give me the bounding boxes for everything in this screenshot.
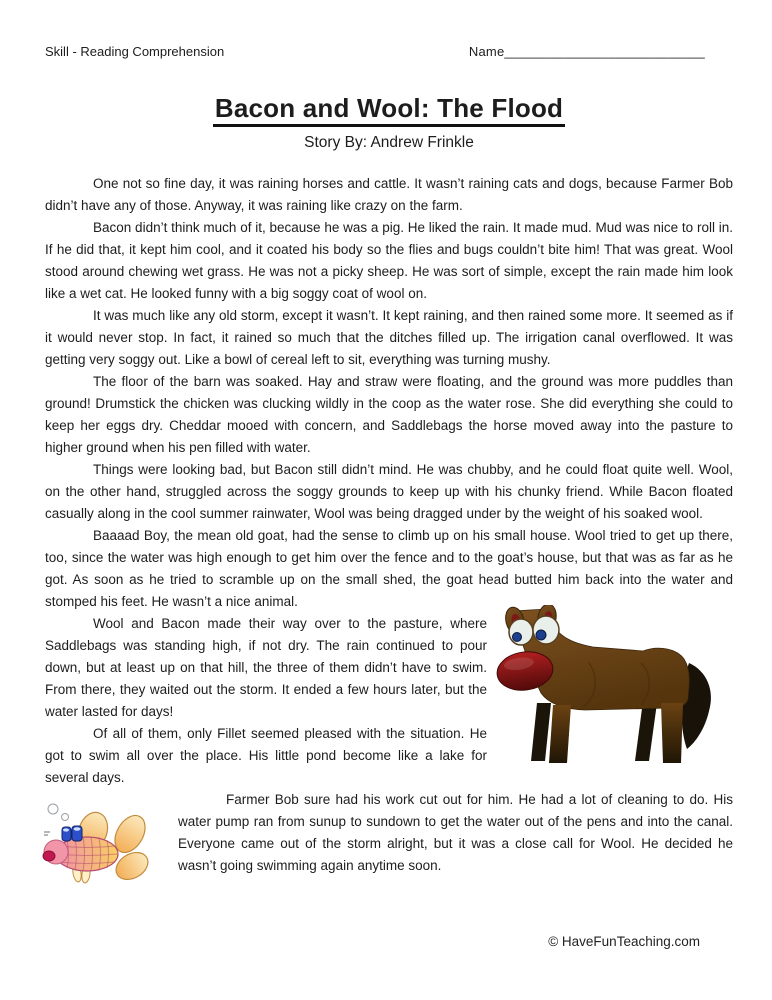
story-body [45, 173, 733, 877]
name-blank-line: ___________________________ [504, 44, 705, 59]
story-paragraph: One not so fine day, it was raining horses and cattle. It wasn’t raining cats and dogs, because Farmer Bob didn’t have any of those. Anyway, it was raining like crazy on the farm. [45, 176, 733, 213]
story-paragraph: Bacon didn’t think much of it, because he was a pig. He liked the rain. It made mud. Mud was nice to roll in. If he did that, it kept him cool, and it coated his body so the flies and bugs couldn’t bite him! That was great. Wool stood around chewing wet grass. He was not a picky sheep. He was sort of simple, except the rain made him look like a wet cat. He looked funny with a big soggy coat of wool on. [45, 220, 733, 301]
story-paragraph: Baaaad Boy, the mean old goat, had the sense to climb up on his small house. Wool tried to get up there, too, since the water was high enough to get him over the fence and to the goat’s house, but that was as far as he got. As soon as he tried to scramble up on the small shed, the goat head butted him back into the water and stomped his feet. He wasn’t a nice animal. [45, 528, 733, 609]
fish-illustration [41, 799, 174, 899]
story-paragraph: The floor of the barn was soaked. Hay and straw were floating, and the ground was more puddles than ground! Drumstick the chicken was clucking wildly in the coop as the water rose. She did everything she could to keep her eggs dry. Cheddar mooed with concern, and Saddlebags the horse moved away into the pasture to higher ground when his pen filled with water. [45, 374, 733, 455]
page-title: Bacon and Wool: The Flood [213, 93, 565, 127]
story-paragraph: It was much like any old storm, except it wasn’t. It kept raining, and then rained some more. It seemed as if it would never stop. In fact, it rained so much that the ditches filled up. The irrigation canal overflowed. It was getting very soggy out. Like a bowl of cereal left to sit, everything was turning mushy. [45, 308, 733, 367]
story-paragraph: Of all of them, only Fillet seemed pleased with the situation. He got to swim all over the place. His little pond become like a lake for several days. [45, 726, 487, 785]
fish-icon [41, 799, 174, 899]
name-field [469, 44, 705, 60]
name-label: Name [468, 44, 505, 59]
story-paragraph: Wool and Bacon made their way over to the pasture, where Saddlebags was standing high, if not dry. The rain continued to pour down, but at least up on that hill, the three of them didn’t have to swim. From there, they waited out the storm. It ended a few hours later, but the water lasted for days! [45, 616, 487, 719]
page-header [45, 44, 733, 60]
skill-label: Skill - Reading Comprehension [45, 44, 225, 59]
byline: Story By: Andrew Frinkle [304, 134, 474, 151]
story-paragraph: Things were looking bad, but Bacon still didn’t mind. He was chubby, and he could float quite well. Wool, on the other hand, struggled across the soggy grounds to keep up with his chunky friend. While Bacon floated casually along in the cool summer rainwater, Wool was being dragged under by the weight of his soaked wool. [45, 462, 733, 521]
horse-icon [493, 605, 733, 763]
footer-copyright: © HaveFunTeaching.com [548, 934, 700, 949]
story-paragraph: Farmer Bob sure had his work cut out for him. He had a lot of cleaning to do. His water pump ran from sunup to sundown to get the water out of the pens and into the canal. Everyone came out of the storm alright, but it was a close call for Wool. He decided he wasn’t going swimming again anytime soon. [178, 792, 733, 873]
horse-illustration [493, 605, 733, 763]
